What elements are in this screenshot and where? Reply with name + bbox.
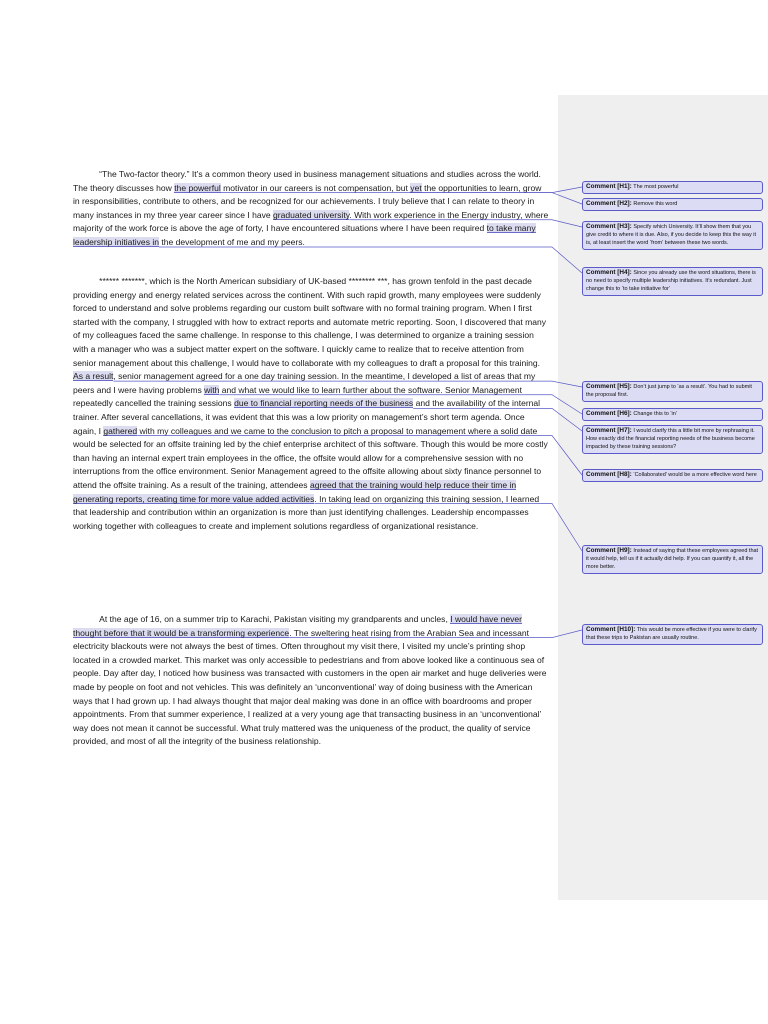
comment-label: Comment [H10]: xyxy=(586,626,636,633)
comment-text: The most powerful xyxy=(631,184,679,190)
text-run: . The sweltering heat rising from the Arabian Sea and incessant electricity blackouts were not always the best of times. Often throughout my visit there, I visited my uncle’s printing shop located in a crowded market. This market was only accessible to pedestrians and from above looked like a continuous sea of people. Day after day, I noticed how business was transacted with customers in the open air market and huge deliveries were made by people on foot and not vehicles. This was definitely an ‘unconventional’ way of doing business with the American ways that I had grown up. I had always thought that major deal making was done in an office with boardrooms and proper appointments. From that summer experience, I realized at a very young age that transacting business in an ‘unconventional’ way does not mean it cannot be successful. What truly mattered was the uniqueness of the product, the quality of service provided, and most of all the integrity of the business relationship. xyxy=(73,627,547,747)
text-run: , senior management agreed for a one day training session. In the meantime, I developed a list of areas that my peers and I were having problems xyxy=(73,371,536,395)
comment-anchor-h1[interactable]: the powerful xyxy=(174,182,221,193)
comment-text: Change this to ‘in’ xyxy=(631,411,678,417)
text-run: the opportunities to learn, grow in responsibilities, contribute to others, and be recognized for our achievements. I truly believe that I can relate to theory in many instances in my three year career since I have xyxy=(73,182,542,220)
text-run: ****** *******, which is the North American subsidiary of UK-based ******** ***, has grown tenfold in the past decade providing energy and energy related services across the continent. With such rapid growth, many employees were suddenly forced to understand and solve problems regarding our custom built software with no formal training program. When I first started with the company, I struggled with how to extract reports and automate metric reporting. Soon, I discovered that many of my colleagues faced the same challenge. In response to this challenge, I was determined to organize a training session with a manager who was a subject matter expert on the software. I quickly came to realize that to receive attention from senior management about this challenge, I would have to collaborate with my colleagues to draft a proposal for this training. xyxy=(73,276,547,368)
comment-balloon-h9[interactable] xyxy=(582,545,763,574)
comment-anchor-h8[interactable]: gathered xyxy=(103,425,138,436)
comment-anchor-h9[interactable]: agreed that the training would help reduce their time in generating reports, creating time for more value added activities xyxy=(73,479,517,504)
comment-label: Comment [H4]: xyxy=(586,269,632,276)
paragraph-text xyxy=(73,168,549,250)
text-run: At the age of 16, on a summer trip to Karachi, Pakistan visiting my grandparents and uncles, xyxy=(73,614,451,624)
comment-label: Comment [H2]: xyxy=(586,200,632,207)
comment-label: Comment [H6]: xyxy=(586,410,632,417)
comment-balloon-h4[interactable] xyxy=(582,267,763,296)
comment-text: Since you already use the word situations, there is no need to specify multiple leadership initiatives. It’s redundant. Just change this to ‘to take initiative for’ xyxy=(586,270,756,293)
comment-balloon-h7[interactable] xyxy=(582,425,763,454)
comment-label: Comment [H8]: xyxy=(586,471,632,478)
comment-text: Don’t just jump to ‘as a result’. You had to submit the proposal first. xyxy=(586,384,752,399)
comment-anchor-h6[interactable]: with xyxy=(204,384,220,395)
comment-text: I would clarify this a little bit more by rephrasing it. How exactly did the financial reporting needs of the business become impacted by these training sessions? xyxy=(586,428,755,451)
comment-balloon-h2[interactable] xyxy=(582,198,763,211)
text-run: “The Two-factor theory.” It’s a common theory used in business management situations and studies across the world. The theory discusses how xyxy=(73,169,541,193)
comment-anchor-h3[interactable]: graduated university xyxy=(273,209,350,220)
paragraph-1 xyxy=(73,168,549,250)
comment-anchor-h4[interactable]: to take many leadership initiatives in xyxy=(73,223,536,247)
comment-anchor-h10[interactable]: I would have never thought before that it would be a transforming experience xyxy=(73,614,522,638)
comment-balloon-h10[interactable] xyxy=(582,624,763,645)
comment-margin-pane xyxy=(558,95,768,900)
comment-balloon-h8[interactable] xyxy=(582,469,763,482)
comment-anchor-h7[interactable]: due to financial reporting needs of the business xyxy=(234,398,414,409)
paragraph-text xyxy=(73,613,549,749)
comment-text: Instead of saying that these employees agreed that it would help, tell us if it actually did help. If you can quantify it, all the more better. xyxy=(586,548,759,571)
comment-text: ‘Collaborated’ would be a more effective word here xyxy=(631,472,757,478)
text-run: and what we would like to learn further about the software. Senior Management repeatedly cancelled the training sessions xyxy=(73,384,522,409)
text-run: the development of me and my peers. xyxy=(159,236,305,247)
paragraph-text xyxy=(73,275,549,533)
text-run: motivator in our careers is not compensation, but xyxy=(220,182,411,193)
paragraph-2 xyxy=(73,275,549,533)
comment-text: This would be more effective if you were to clarify that these trips to Pakistan are usually routine. xyxy=(586,627,757,642)
comment-anchor-h2[interactable]: yet xyxy=(410,182,422,193)
comment-balloon-h6[interactable] xyxy=(582,408,763,421)
text-run: with my colleagues and we came to the conclusion to pitch a proposal to management where a solid date would be selected for an offsite training led by the chief enterprise architect of this software. Though this would be more costly than having an internal expert train employees in the office, the offsite would allow for a comprehensive session with no interruptions from the office environment. Senior Management agreed to the offsite allowing about sixty finance personnel to attend the offsite training. As a result of the training, attendees xyxy=(73,425,548,490)
text-run: . In taking lead on organizing this training session, I learned that leadership and contribution within an organization is more than just identifying challenges. Leadership encompasses working together with colleagues to create and implement solutions regardless of organizational resistance. xyxy=(73,493,540,531)
comment-label: Comment [H3]: xyxy=(586,223,632,230)
comment-label: Comment [H7]: xyxy=(586,427,632,434)
comment-text: Remove this word xyxy=(631,201,678,207)
paragraph-3 xyxy=(73,613,549,749)
comment-balloon-h1[interactable] xyxy=(582,181,763,194)
comment-connector-h4 xyxy=(159,247,582,273)
comment-balloon-h3[interactable] xyxy=(582,221,763,250)
comment-label: Comment [H5]: xyxy=(586,383,632,390)
comment-anchor-h5[interactable]: As a result xyxy=(73,371,114,382)
comment-label: Comment [H1]: xyxy=(586,183,632,190)
comment-label: Comment [H9]: xyxy=(586,547,632,554)
text-run: and the availability of the internal trainer. After several cancellations, it was evident that this was a low priority on management’s short term agenda. Once again, I xyxy=(73,398,541,436)
comment-text: Specify which University. It’ll show them that you give credit to where it is due. Also, if you decide to keep this the way it is, at least insert the word ‘from’ between these two words. xyxy=(586,224,756,247)
comment-balloon-h5[interactable] xyxy=(582,381,763,402)
text-run: . With work experience in the Energy industry, where majority of the work force is above the age of forty, I have encountered situations where I have been required xyxy=(73,209,549,234)
